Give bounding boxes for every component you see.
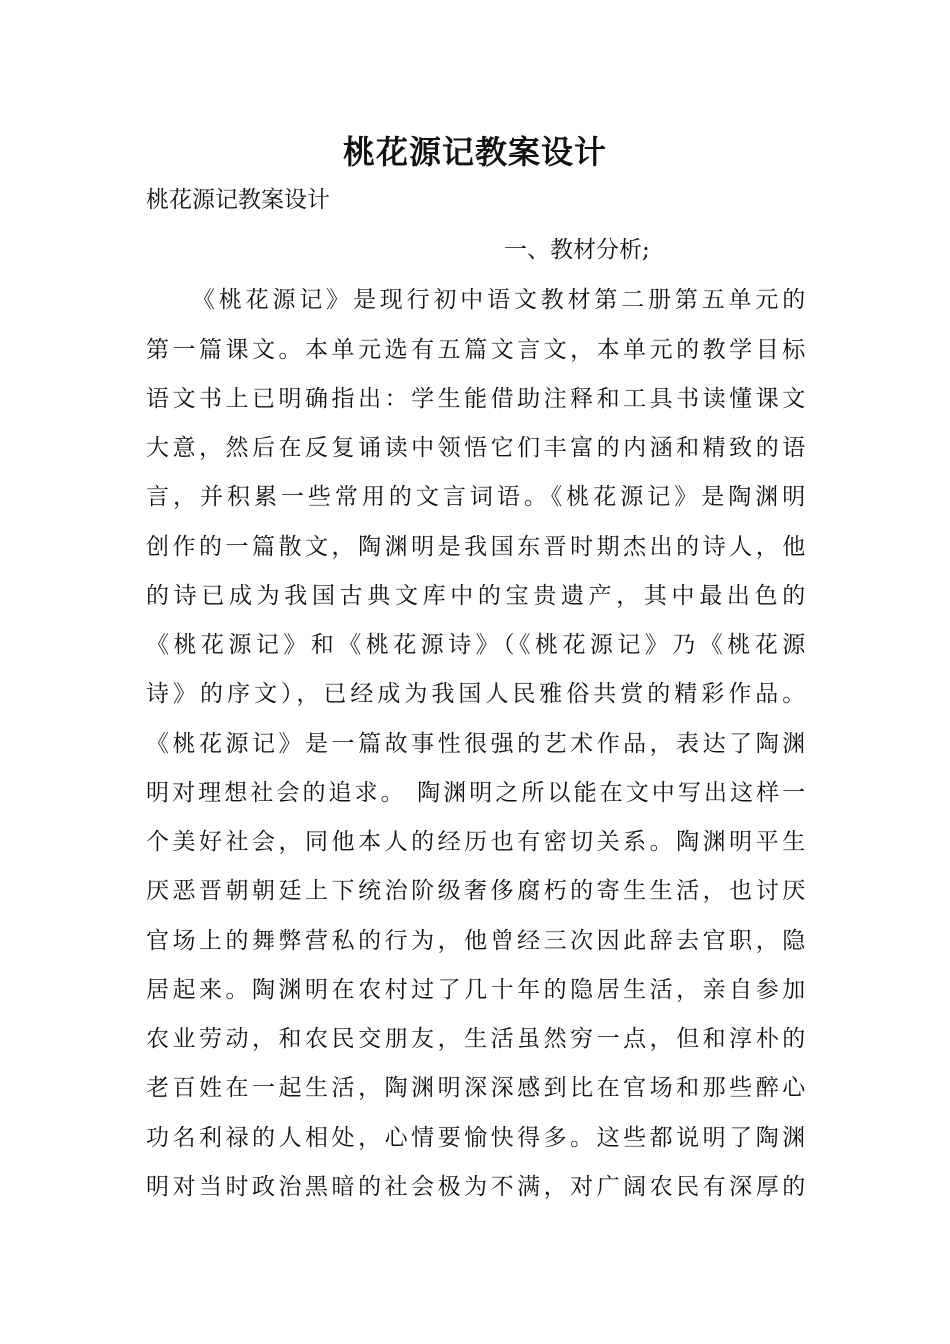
document-title: 桃花源记教案设计 [342, 133, 607, 171]
section-heading: 一、教材分析; [504, 237, 650, 263]
paragraph-line: 明对理想社会的追求。 陶渊明之所以能在文中写出这样一 [146, 780, 806, 806]
paragraph-line: 语文书上已明确指出：学生能借助注释和工具书读懂课文 [146, 386, 806, 412]
paragraph-line: 《桃花源记》是一篇故事性很强的艺术作品，表达了陶渊 [146, 731, 806, 757]
paragraph-line: 老百姓在一起生活，陶渊明深深感到比在官场和那些醉心 [146, 1075, 806, 1101]
paragraph-line: 《桃花源记》和《桃花源诗》（《桃花源记》乃《桃花源 [146, 632, 806, 658]
paragraph-line: 第一篇课文。本单元选有五篇文言文，本单元的教学目标 [146, 337, 806, 363]
paragraph-line: 官场上的舞弊营私的行为，他曾经三次因此辞去官职，隐 [146, 928, 806, 954]
paragraph-line: 言，并积累一些常用的文言词语。《桃花源记》是陶渊明 [146, 484, 806, 510]
paragraph-line: 农业劳动，和农民交朋友，生活虽然穷一点，但和淳朴的 [146, 1026, 806, 1052]
paragraph-line: 明对当时政治黑暗的社会极为不满，对广阔农民有深厚的 [146, 1174, 806, 1200]
paragraph-line: 诗》的序文），已经成为我国人民雅俗共赏的精彩作品。 [146, 681, 806, 707]
paragraph-line: 个美好社会，同他本人的经历也有密切关系。陶渊明平生 [146, 829, 806, 855]
paragraph-line: 大意，然后在反复诵读中领悟它们丰富的内涵和精致的语 [146, 435, 806, 461]
paragraph-line: 厌恶晋朝朝廷上下统治阶级奢侈腐朽的寄生生活，也讨厌 [146, 878, 806, 904]
paragraph-line: 居起来。陶渊明在农村过了几十年的隐居生活，亲自参加 [146, 977, 806, 1003]
paragraph-line: 创作的一篇散文，陶渊明是我国东晋时期杰出的诗人，他 [146, 534, 806, 560]
document-subtitle: 桃花源记教案设计 [146, 187, 330, 213]
paragraph-line: 的诗已成为我国古典文库中的宝贵遗产，其中最出色的 [146, 583, 806, 609]
paragraph-line: 《桃花源记》是现行初中语文教材第二册第五单元的 [192, 287, 806, 313]
paragraph-line: 功名利禄的人相处，心情要愉快得多。这些都说明了陶渊 [146, 1125, 806, 1151]
